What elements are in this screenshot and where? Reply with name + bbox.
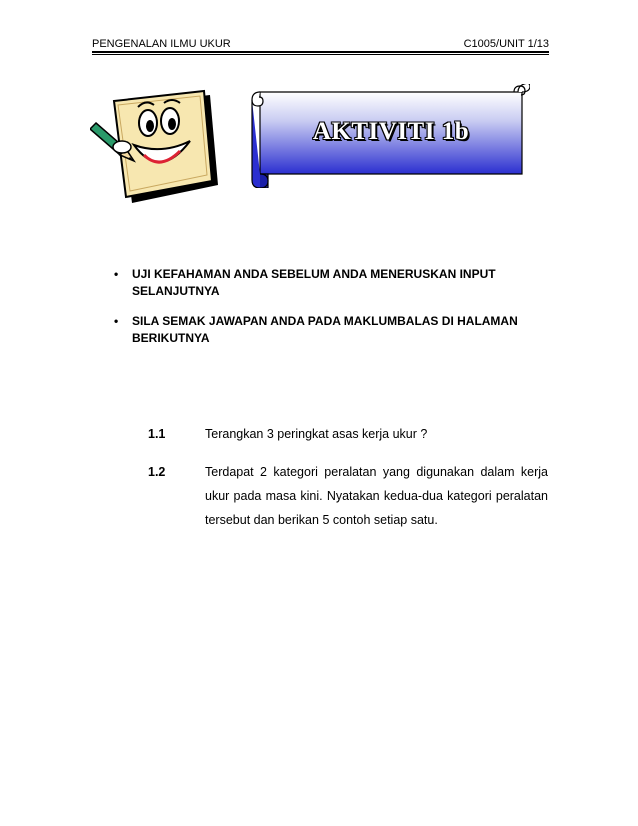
instruction-list <box>112 266 552 360</box>
question-list <box>148 422 548 546</box>
instruction-text: UJI KEFAHAMAN ANDA SEBELUM ANDA MENERUSKAN INPUT SELANJUTNYA <box>132 267 496 298</box>
smiling-notepad-pencil-icon <box>90 85 225 205</box>
activity-title: AKTIVITI 1b <box>312 118 470 145</box>
instruction-text: SILA SEMAK JAWAPAN ANDA PADA MAKLUMBALAS DI HALAMAN BERIKUTNYA <box>132 314 518 345</box>
question-number: 1.1 <box>148 427 166 441</box>
bullet-icon: • <box>114 267 119 281</box>
question-text: Terangkan 3 peringkat asas kerja ukur ? <box>205 427 428 441</box>
bullet-icon: • <box>114 314 119 328</box>
header-unit-page: C1005/UNIT 1/13 <box>463 38 549 50</box>
instruction-item <box>112 266 552 300</box>
question-text: Terdapat 2 kategori peralatan yang digunakan dalam kerja ukur pada masa kini. Nyatakan kedua-dua kategori peralatan tersebut dan berikan 5 contoh setiap satu. <box>205 465 548 527</box>
header-rule-thin <box>92 54 549 55</box>
question-item <box>148 422 548 446</box>
question-item <box>148 460 548 532</box>
page-header <box>92 38 549 52</box>
header-course-title: PENGENALAN ILMU UKUR <box>92 38 231 50</box>
instruction-item <box>112 313 552 347</box>
question-number: 1.2 <box>148 465 166 479</box>
header-rule <box>92 51 549 53</box>
